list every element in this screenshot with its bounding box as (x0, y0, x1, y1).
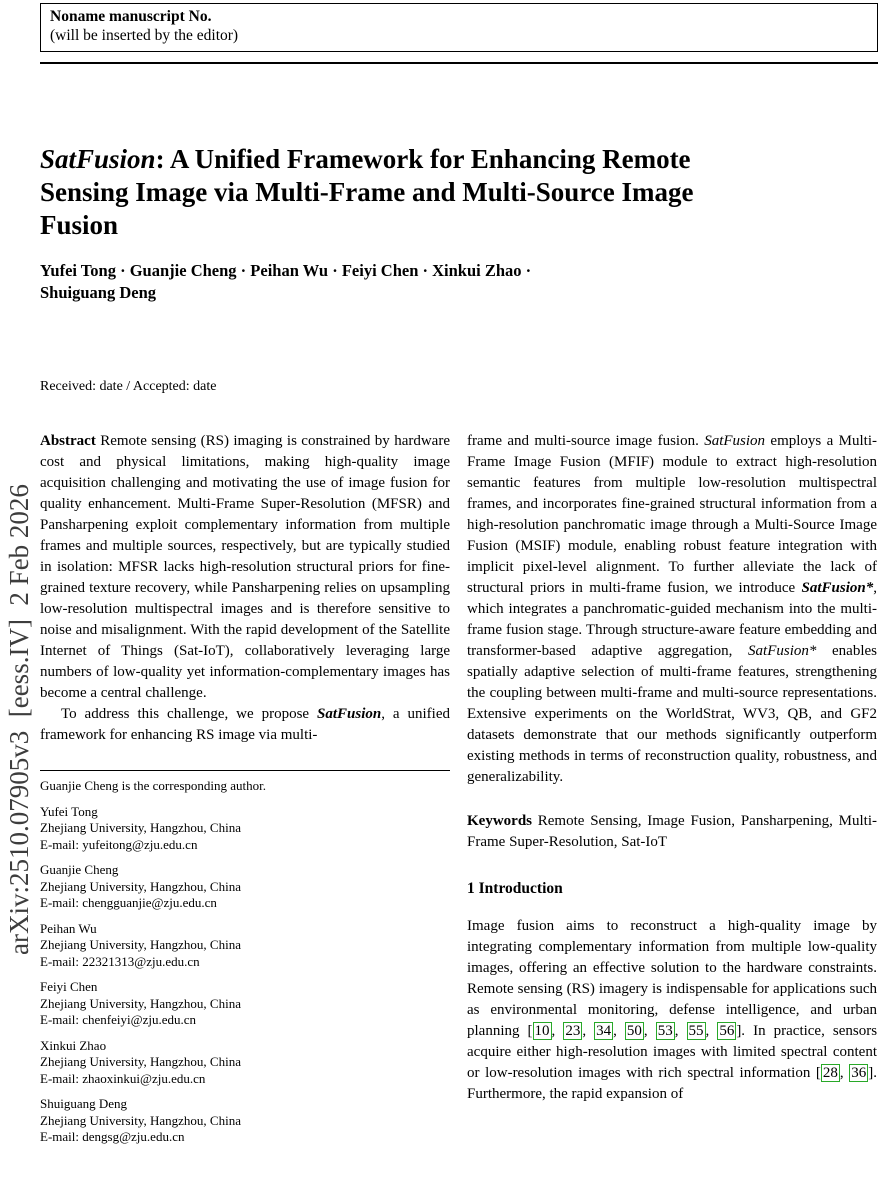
text-segment: , (551, 1023, 564, 1039)
text-segment: ]. In practice, sensors acquire either high-resolution images with limited spectral content or low-resolution images with rich spectral information [ (467, 1023, 878, 1081)
author-footnote (40, 979, 450, 1029)
author-footnote (40, 1096, 450, 1146)
title-line-1 (40, 143, 878, 176)
text-segment: , a unified framework for enhancing RS image via multi- (40, 706, 450, 743)
text-segment: Fusion (40, 209, 119, 240)
left-column (40, 431, 450, 1146)
text-segment: , (582, 1023, 595, 1039)
citation-link[interactable]: 10 (534, 1023, 550, 1039)
author-footnote (40, 921, 450, 971)
text-segment: SatFusion (704, 433, 766, 449)
text-segment: Sensing Image via Multi-Frame and Multi-Source Image (40, 176, 694, 207)
manuscript-header-box (40, 3, 878, 52)
footnote-email: E-mail: chenfeiyi@zju.edu.cn (40, 1012, 196, 1027)
text-segment: : A Unified Framework for Enhancing Remote (155, 144, 691, 174)
paper-title (40, 143, 878, 242)
footnote-email: E-mail: chengguanjie@zju.edu.cn (40, 895, 217, 910)
citation-link[interactable]: 56 (719, 1023, 735, 1039)
footnote-author-name: Shuiguang Deng (40, 1096, 128, 1111)
footnotes (40, 770, 450, 1146)
keywords (467, 811, 877, 853)
citation-link[interactable]: 23 (565, 1023, 581, 1039)
two-column-body (40, 431, 878, 1146)
text-segment: employs a Multi-Frame Image Fusion (MFIF) module to extract high-resolution semantic features from multiple low-resolution multispectral frames, and incorporates fine-grained structural information from a high-resolution panchromatic image through a Multi-Source Image Fusion (MSIF) module, enabling robust feature integration with implicit pixel-level alignment. To further alleviate the lack of structural priors in multi-frame fusion, we introduce (467, 433, 877, 596)
arxiv-watermark: arXiv:2510.07905v3 [eess.IV] 2 Feb 2026 (4, 484, 34, 955)
footnote-affiliation: Zhejiang University, Hangzhou, China (40, 878, 241, 894)
citation-link[interactable]: 28 (822, 1065, 838, 1081)
footnote-email: E-mail: dengsg@zju.edu.cn (40, 1129, 185, 1144)
text-segment: Remote Sensing, Image Fusion, Pansharpening, Multi-Frame Super-Resolution, Sat-IoT (467, 813, 877, 850)
received-dates: Received: date / Accepted: date (40, 379, 217, 394)
text-segment: To address this challenge, we propose (61, 706, 318, 722)
abstract-continuation-paragraph (467, 431, 877, 788)
corresponding-author-note: Guanjie Cheng is the corresponding author. (40, 778, 267, 793)
text-segment: ]. Furthermore, the rapid expansion of (467, 1065, 877, 1102)
inserted-by-editor-note: (will be inserted by the editor) (50, 27, 239, 45)
text-segment: SatFusion* (748, 643, 817, 659)
footnote-email: E-mail: zhaoxinkui@zju.edu.cn (40, 1070, 206, 1086)
footnote-email: E-mail: 22321313@zju.edu.cn (40, 953, 200, 969)
footnote-affiliation: Zhejiang University, Hangzhou, China (40, 995, 241, 1011)
text-segment: SatFusion* (801, 580, 874, 596)
abstract-paragraph-2 (40, 704, 450, 746)
text-segment: Keywords (467, 813, 532, 829)
citation-link[interactable]: 55 (688, 1023, 704, 1039)
section-heading-introduction: 1 Introduction (467, 880, 563, 897)
right-column (467, 431, 877, 1105)
footnote-author-name: Guanjie Cheng (40, 862, 119, 877)
text-segment: , which integrates a panchromatic-guided mechanism into the multi-frame fusion stage. Through structure-aware feature embedding and transformer-based adaptive aggregation, (467, 580, 877, 659)
footnote-author-name: Xinkui Zhao (40, 1037, 107, 1053)
footnote-author-name: Yufei Tong (40, 803, 98, 819)
footnote-author-name: Feiyi Chen (40, 979, 98, 994)
abstract-paragraph-1 (40, 431, 450, 704)
footnote-affiliation: Zhejiang University, Hangzhou, China (40, 820, 241, 835)
text-segment: , (643, 1023, 656, 1039)
author-footnote (40, 1038, 450, 1088)
author-list-line-2: Shuiguang Deng (40, 283, 157, 303)
author-list-line-1: Yufei Tong · Guanjie Cheng · Peihan Wu · Feiyi Chen · Xinkui Zhao · (40, 261, 532, 280)
footnote-author-name: Peihan Wu (40, 920, 97, 936)
header-divider (40, 62, 878, 64)
author-footnote (40, 804, 450, 854)
author-list (40, 260, 800, 305)
text-segment: Abstract (40, 433, 96, 449)
text-segment: SatFusion (317, 706, 382, 722)
footnote-affiliation: Zhejiang University, Hangzhou, China (40, 937, 241, 952)
author-footnote (40, 862, 450, 912)
citation-link[interactable]: 36 (851, 1065, 867, 1081)
footnote-affiliation: Zhejiang University, Hangzhou, China (40, 1112, 241, 1128)
text-segment: enables spatially adaptive selection of multi-frame features, strengthening the coupling between multi-frame and multi-source representations. Extensive experiments on the WorldStrat, WV3, QB, and GF2 datasets demonstrate that our methods significantly outperform existing methods in terms of reconstruction quality, robustness, and generalizability. (467, 643, 877, 785)
footnote-affiliation: Zhejiang University, Hangzhou, China (40, 1054, 241, 1069)
title-line-3 (40, 209, 878, 242)
text-segment: Image fusion aims to reconstruct a high-quality image by integrating complementary information from multiple low-quality images, offering an effective solution to the hardware constraints. Remote sensing (RS) imagery is indispensable for applications such as environmental monitoring, defense intelligence, and urban planning [ (467, 918, 877, 1039)
introduction-paragraph (467, 916, 877, 1105)
manuscript-no: Noname manuscript No. (50, 8, 212, 25)
text-segment: SatFusion (40, 144, 156, 174)
text-segment: , (613, 1023, 625, 1039)
citation-link[interactable]: 34 (596, 1023, 612, 1039)
text-segment: frame and multi-source image fusion. (467, 433, 705, 449)
text-segment: , (705, 1023, 718, 1039)
citation-link[interactable]: 50 (626, 1023, 642, 1039)
title-line-2 (40, 176, 878, 209)
footnote-email: E-mail: yufeitong@zju.edu.cn (40, 836, 198, 852)
text-segment: , (674, 1023, 687, 1039)
text-segment: , (839, 1065, 850, 1081)
text-segment: Remote sensing (RS) imaging is constrained by hardware cost and physical limitations, making high-quality image acquisition challenging and motivating the use of image fusion for quality enhancement. Multi-Frame Super-Resolution (MFSR) and Pansharpening exploit complementary information from multiple frames and multiple sources, respectively, but are typically studied in isolation: MFSR lacks high-resolution structural priors for fine-grained texture recovery, while Pansharpening relies on upsampling low-resolution multispectral images and is therefore sensitive to noise and misalignment. With the rapid development of the Satellite Internet of Things (Sat-IoT), collaboratively leveraging large numbers of low-quality yet information-complementary images has become a central challenge. (40, 433, 450, 701)
citation-link[interactable]: 53 (657, 1023, 673, 1039)
